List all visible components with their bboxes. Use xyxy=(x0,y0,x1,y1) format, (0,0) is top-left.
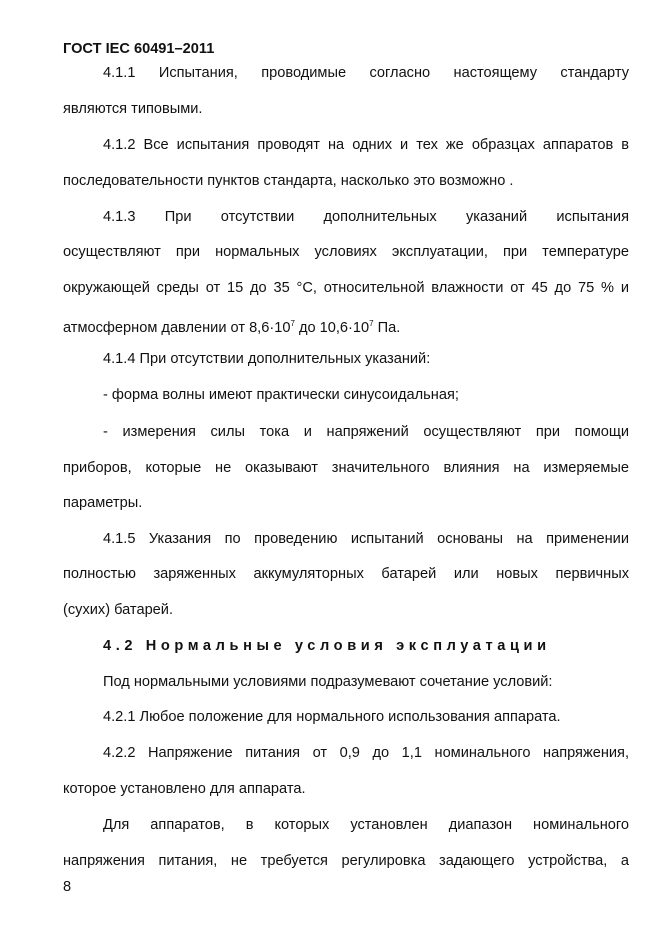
section-4-2-heading: 4.2 Нормальные условия эксплуатации xyxy=(103,638,551,654)
paragraph-4-1-1-line-1: 4.1.1 Испытания, проводимые согласно настоящему стандарту xyxy=(103,65,629,81)
paragraph-4-1-5-line-1: 4.1.5 Указания по проведению испытаний основаны на применении xyxy=(103,531,629,547)
paragraph-4-1-2-line-2: последовательности пунктов стандарта, насколько это возможно . xyxy=(63,173,514,189)
paragraph-4-1-5-line-3: (сухих) батарей. xyxy=(63,602,174,618)
page-number: 8 xyxy=(63,879,72,895)
paragraph-devices-line-1: Для аппаратов, в которых установлен диапазон номинального xyxy=(103,817,629,833)
pressure-exponent-1: 7 xyxy=(290,319,295,328)
pressure-text-b: до 10,6·10 xyxy=(294,320,370,336)
document-header: ГОСТ IEC 60491–2011 xyxy=(63,41,215,57)
bullet-measurements-line-2: приборов, которые не оказывают значительного влияния на измеряемые xyxy=(63,460,629,476)
paragraph-4-1-3-line-2: осуществляют при нормальных условиях эксплуатации, при температуре xyxy=(63,244,629,260)
paragraph-4-1-3-line-4 xyxy=(63,315,629,337)
paragraph-4-2-2-line-1: 4.2.2 Напряжение питания от 0,9 до 1,1 номинального напряжения, xyxy=(103,745,629,761)
paragraph-4-1-2-line-1: 4.1.2 Все испытания проводят на одних и тех же образцах аппаратов в xyxy=(103,137,629,153)
pressure-text-c: Па. xyxy=(373,320,401,336)
paragraph-4-1-3-line-3: окружающей среды от 15 до 35 °С, относительной влажности от 45 до 75 % и xyxy=(63,280,629,296)
paragraph-4-2-1: 4.2.1 Любое положение для нормального использования аппарата. xyxy=(103,709,561,725)
section-4-2-intro: Под нормальными условиями подразумевают сочетание условий: xyxy=(103,674,553,690)
bullet-waveform: - форма волны имеют практически синусоидальная; xyxy=(103,387,459,403)
paragraph-4-1-5-line-2: полностью заряженных аккумуляторных батарей или новых первичных xyxy=(63,566,629,582)
bullet-measurements-line-3: параметры. xyxy=(63,495,143,511)
paragraph-4-1-4-line-1: 4.1.4 При отсутствии дополнительных указаний: xyxy=(103,351,431,367)
bullet-measurements-line-1: - измерения силы тока и напряжений осуществляют при помощи xyxy=(103,424,629,440)
paragraph-4-1-3-line-1: 4.1.3 При отсутствии дополнительных указаний испытания xyxy=(103,209,629,225)
pressure-text-a: атмосферном давлении от 8,6·10 xyxy=(63,320,291,336)
paragraph-devices-line-2: напряжения питания, не требуется регулировка задающего устройства, а xyxy=(63,853,629,869)
pressure-exponent-2: 7 xyxy=(369,319,374,328)
paragraph-4-2-2-line-2: которое установлено для аппарата. xyxy=(63,781,306,797)
paragraph-4-1-1-line-2: являются типовыми. xyxy=(63,101,203,117)
